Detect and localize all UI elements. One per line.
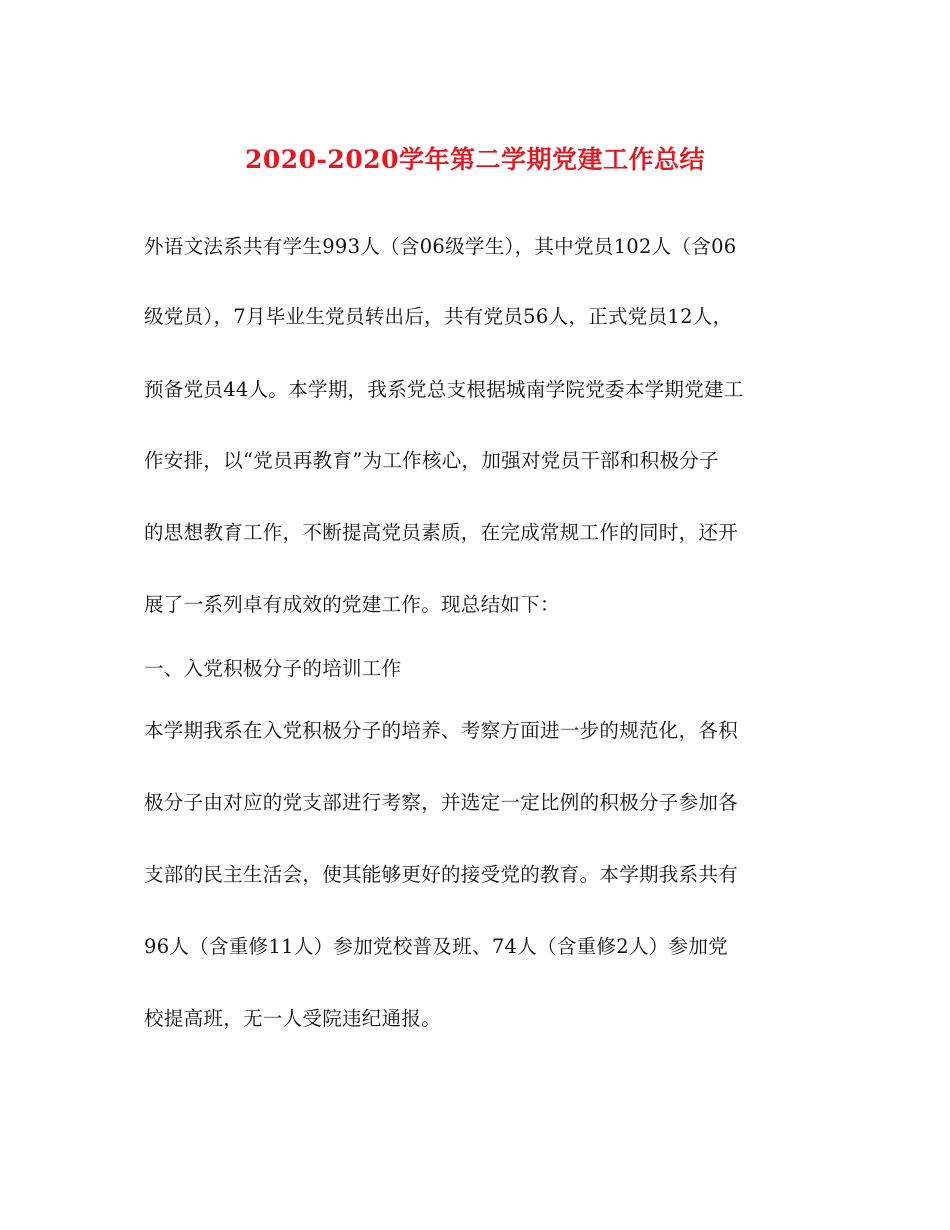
- document-title: 2020-2020学年第二学期党建工作总结: [244, 145, 706, 174]
- section-heading: 一、入党积极分子的培训工作: [144, 657, 402, 680]
- paragraph-line: 展了一系列卓有成效的党建工作。现总结如下：: [144, 593, 560, 616]
- paragraph-line: 极分子由对应的党支部进行考察，并选定一定比例的积极分子参加各: [144, 791, 739, 814]
- paragraph-line: 外语文法系共有学生993人（含06级学生），其中党员102人（含06: [144, 235, 737, 258]
- paragraph-line: 预备党员44人。本学期，我系党总支根据城南学院党委本学期党建工: [144, 378, 744, 401]
- paragraph-line: 作安排，以“党员再教育”为工作核心，加强对党员干部和积极分子: [144, 449, 719, 472]
- paragraph-line: 校提高班，无一人受院违纪通报。: [144, 1007, 442, 1030]
- paragraph-line: 支部的民主生活会，使其能够更好的接受党的教育。本学期我系共有: [144, 863, 739, 886]
- paragraph-line: 的思想教育工作，不断提高党员素质，在完成常规工作的同时，还开: [144, 521, 739, 544]
- paragraph-line: 本学期我系在入党积极分子的培养、考察方面进一步的规范化，各积: [144, 719, 739, 742]
- paragraph-line: 96人（含重修11人）参加党校普及班、74人（含重修2人）参加党: [144, 935, 728, 958]
- paragraph-line: 级党员），7月毕业生党员转出后，共有党员56人，正式党员12人，: [144, 305, 733, 328]
